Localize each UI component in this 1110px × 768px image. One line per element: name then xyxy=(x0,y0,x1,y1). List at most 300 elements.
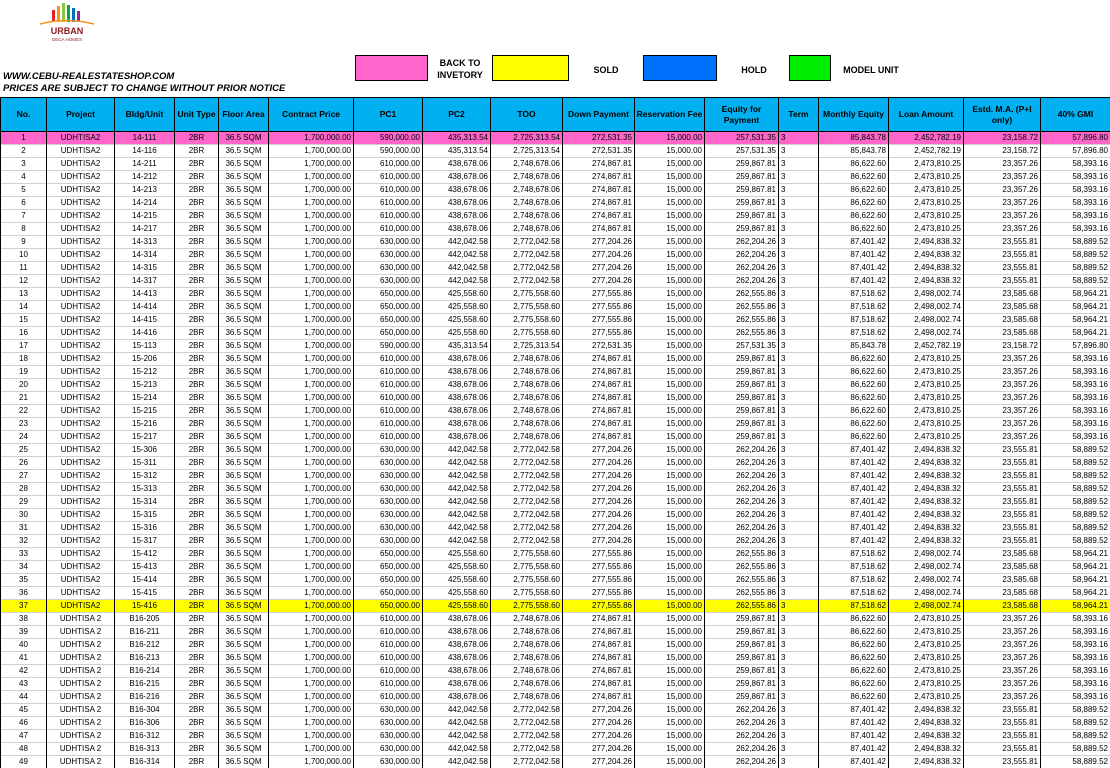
table-cell: 58,964.21 xyxy=(1041,327,1110,340)
table-cell: 438,678.06 xyxy=(423,678,491,691)
table-cell: 2,748,678.06 xyxy=(491,418,563,431)
table-cell: 2,748,678.06 xyxy=(491,613,563,626)
table-cell: 262,555.86 xyxy=(705,587,779,600)
table-cell: 3 xyxy=(779,496,819,509)
table-cell: 36.5 SQM xyxy=(219,470,269,483)
table-cell: B16-216 xyxy=(115,691,175,704)
table-cell: 442,042.58 xyxy=(423,535,491,548)
table-cell: UDHTISA2 xyxy=(47,171,115,184)
table-cell: 87,401.42 xyxy=(819,483,889,496)
table-cell: 2,748,678.06 xyxy=(491,652,563,665)
table-cell: 23,357.26 xyxy=(964,639,1041,652)
table-cell: 21 xyxy=(1,392,47,405)
table-cell: 438,678.06 xyxy=(423,353,491,366)
table-cell: 58,393.16 xyxy=(1041,379,1110,392)
table-cell: 3 xyxy=(779,340,819,353)
table-row xyxy=(1,145,1110,158)
table-cell: 15-212 xyxy=(115,366,175,379)
table-cell: 2,494,838.32 xyxy=(889,236,964,249)
table-cell: 2,748,678.06 xyxy=(491,405,563,418)
table-cell: 58,964.21 xyxy=(1041,288,1110,301)
table-cell: 23,555.81 xyxy=(964,444,1041,457)
table-cell: 26 xyxy=(1,457,47,470)
table-cell: 425,558.60 xyxy=(423,548,491,561)
table-cell: 14-214 xyxy=(115,197,175,210)
table-cell: 610,000.00 xyxy=(354,171,423,184)
table-cell: 37 xyxy=(1,600,47,613)
table-cell: 23,357.26 xyxy=(964,223,1041,236)
table-cell: 36.5 SQM xyxy=(219,197,269,210)
table-cell: 87,401.42 xyxy=(819,470,889,483)
table-cell: UDHTISA2 xyxy=(47,158,115,171)
table-cell: 1,700,000.00 xyxy=(269,223,354,236)
table-row xyxy=(1,340,1110,353)
table-cell: 2,494,838.32 xyxy=(889,262,964,275)
table-cell: 262,204.26 xyxy=(705,704,779,717)
table-cell: 262,204.26 xyxy=(705,756,779,768)
table-cell: 39 xyxy=(1,626,47,639)
table-cell: 15-215 xyxy=(115,405,175,418)
table-cell: 58,393.16 xyxy=(1041,626,1110,639)
table-cell: 2BR xyxy=(175,132,219,145)
table-cell: UDHTISA2 xyxy=(47,314,115,327)
table-cell: 630,000.00 xyxy=(354,717,423,730)
table-cell: 277,204.26 xyxy=(563,249,635,262)
table-cell: 650,000.00 xyxy=(354,587,423,600)
table-cell: 1,700,000.00 xyxy=(269,236,354,249)
table-cell: 630,000.00 xyxy=(354,756,423,768)
table-cell: 262,555.86 xyxy=(705,600,779,613)
table-cell: 23,585.68 xyxy=(964,327,1041,340)
table-cell: 86,622.60 xyxy=(819,197,889,210)
table-cell: 2BR xyxy=(175,327,219,340)
table-cell: 2 xyxy=(1,145,47,158)
table-cell: 15,000.00 xyxy=(635,470,705,483)
table-cell: 438,678.06 xyxy=(423,431,491,444)
table-cell: 2BR xyxy=(175,431,219,444)
table-cell: 1,700,000.00 xyxy=(269,184,354,197)
table-cell: 15,000.00 xyxy=(635,535,705,548)
table-cell: 23,555.81 xyxy=(964,275,1041,288)
table-cell: 259,867.81 xyxy=(705,665,779,678)
table-cell: 259,867.81 xyxy=(705,431,779,444)
table-cell: 2,473,810.25 xyxy=(889,353,964,366)
table-cell: 274,867.81 xyxy=(563,392,635,405)
table-cell: 610,000.00 xyxy=(354,431,423,444)
table-cell: UDHTISA 2 xyxy=(47,639,115,652)
table-cell: 2,772,042.58 xyxy=(491,275,563,288)
table-cell: 274,867.81 xyxy=(563,691,635,704)
table-cell: 442,042.58 xyxy=(423,522,491,535)
table-cell: 36.5 SQM xyxy=(219,392,269,405)
table-row xyxy=(1,431,1110,444)
table-cell: 36.5 SQM xyxy=(219,262,269,275)
table-cell: 1,700,000.00 xyxy=(269,730,354,743)
table-cell: 87,518.62 xyxy=(819,587,889,600)
table-cell: 58,393.16 xyxy=(1041,171,1110,184)
table-cell: 2,494,838.32 xyxy=(889,457,964,470)
table-cell: 36.5 SQM xyxy=(219,574,269,587)
table-cell: 58,889.52 xyxy=(1041,535,1110,548)
table-cell: 2,498,002.74 xyxy=(889,314,964,327)
table-row xyxy=(1,444,1110,457)
table-cell: 58,889.52 xyxy=(1041,496,1110,509)
legend-label-line: BACK TO xyxy=(439,58,481,68)
table-cell: 24 xyxy=(1,431,47,444)
table-cell: 58,889.52 xyxy=(1041,509,1110,522)
table-cell: 274,867.81 xyxy=(563,210,635,223)
table-cell: 15-413 xyxy=(115,561,175,574)
table-cell: 274,867.81 xyxy=(563,652,635,665)
table-cell: 442,042.58 xyxy=(423,249,491,262)
table-cell: 435,313.54 xyxy=(423,132,491,145)
table-cell: 2BR xyxy=(175,535,219,548)
table-cell: 590,000.00 xyxy=(354,340,423,353)
table-row xyxy=(1,548,1110,561)
table-cell: 2,494,838.32 xyxy=(889,704,964,717)
table-cell: 259,867.81 xyxy=(705,613,779,626)
table-cell: 442,042.58 xyxy=(423,470,491,483)
table-cell: 442,042.58 xyxy=(423,717,491,730)
table-cell: 1 xyxy=(1,132,47,145)
table-cell: 277,204.26 xyxy=(563,743,635,756)
table-cell: 58,889.52 xyxy=(1041,717,1110,730)
table-cell: 3 xyxy=(779,600,819,613)
table-cell: 2BR xyxy=(175,340,219,353)
table-cell: 23,585.68 xyxy=(964,548,1041,561)
table-row xyxy=(1,600,1110,613)
table-cell: 262,204.26 xyxy=(705,470,779,483)
urban-deca-homes-logo xyxy=(32,2,102,42)
table-row xyxy=(1,470,1110,483)
table-cell: 2,452,782.19 xyxy=(889,340,964,353)
table-cell: 86,622.60 xyxy=(819,418,889,431)
table-cell: B16-304 xyxy=(115,704,175,717)
table-cell: UDHTISA2 xyxy=(47,236,115,249)
table-cell: 30 xyxy=(1,509,47,522)
table-cell: 2,498,002.74 xyxy=(889,600,964,613)
column-header: Floor Area xyxy=(219,98,269,132)
table-cell: UDHTISA2 xyxy=(47,574,115,587)
table-cell: 3 xyxy=(779,639,819,652)
table-cell: 1,700,000.00 xyxy=(269,340,354,353)
table-cell: 262,204.26 xyxy=(705,743,779,756)
table-cell: 2,748,678.06 xyxy=(491,379,563,392)
table-cell: 650,000.00 xyxy=(354,561,423,574)
table-cell: 630,000.00 xyxy=(354,457,423,470)
table-cell: 15,000.00 xyxy=(635,249,705,262)
table-cell: UDHTISA2 xyxy=(47,262,115,275)
table-cell: 15,000.00 xyxy=(635,210,705,223)
table-cell: 274,867.81 xyxy=(563,197,635,210)
table-cell: 36.5 SQM xyxy=(219,483,269,496)
table-cell: 2,494,838.32 xyxy=(889,444,964,457)
table-cell: 274,867.81 xyxy=(563,366,635,379)
table-cell: 15,000.00 xyxy=(635,483,705,496)
table-cell: 2BR xyxy=(175,314,219,327)
table-cell: 87,401.42 xyxy=(819,717,889,730)
table-cell: 58,393.16 xyxy=(1041,366,1110,379)
table-cell: 650,000.00 xyxy=(354,301,423,314)
table-cell: 2,494,838.32 xyxy=(889,249,964,262)
table-cell: 23,555.81 xyxy=(964,730,1041,743)
table-cell: 86,622.60 xyxy=(819,665,889,678)
table-cell: 58,393.16 xyxy=(1041,223,1110,236)
table-cell: 3 xyxy=(779,665,819,678)
table-cell: 262,204.26 xyxy=(705,535,779,548)
table-cell: 610,000.00 xyxy=(354,366,423,379)
table-cell: 15,000.00 xyxy=(635,145,705,158)
table-cell: UDHTISA2 xyxy=(47,600,115,613)
logo-bar xyxy=(62,3,65,22)
table-cell: 277,204.26 xyxy=(563,457,635,470)
table-cell: UDHTISA 2 xyxy=(47,613,115,626)
table-cell: 442,042.58 xyxy=(423,756,491,768)
table-cell: 87,518.62 xyxy=(819,548,889,561)
table-row xyxy=(1,327,1110,340)
table-cell: 2,494,838.32 xyxy=(889,743,964,756)
table-cell: 2,748,678.06 xyxy=(491,353,563,366)
table-cell: 259,867.81 xyxy=(705,171,779,184)
table-cell: 442,042.58 xyxy=(423,743,491,756)
table-cell: 15,000.00 xyxy=(635,509,705,522)
table-cell: 2,725,313.54 xyxy=(491,132,563,145)
table-cell: 2,473,810.25 xyxy=(889,652,964,665)
table-cell: 58,964.21 xyxy=(1041,600,1110,613)
table-cell: 15-311 xyxy=(115,457,175,470)
table-cell: 259,867.81 xyxy=(705,353,779,366)
table-cell: 272,531.35 xyxy=(563,145,635,158)
table-cell: 19 xyxy=(1,366,47,379)
table-cell: 86,622.60 xyxy=(819,158,889,171)
table-cell: 47 xyxy=(1,730,47,743)
table-cell: 58,393.16 xyxy=(1041,652,1110,665)
table-cell: 23,357.26 xyxy=(964,197,1041,210)
table-cell: 49 xyxy=(1,756,47,768)
table-cell: 15,000.00 xyxy=(635,639,705,652)
table-cell: 23,555.81 xyxy=(964,704,1041,717)
table-cell: 3 xyxy=(779,691,819,704)
table-cell: 58,889.52 xyxy=(1041,236,1110,249)
table-row xyxy=(1,171,1110,184)
table-cell: 86,622.60 xyxy=(819,678,889,691)
table-row xyxy=(1,457,1110,470)
logo-bar xyxy=(57,6,60,22)
table-cell: 438,678.06 xyxy=(423,171,491,184)
table-cell: 277,204.26 xyxy=(563,535,635,548)
table-cell: 40 xyxy=(1,639,47,652)
table-cell: 2,772,042.58 xyxy=(491,730,563,743)
table-cell: 272,531.35 xyxy=(563,340,635,353)
table-cell: 262,555.86 xyxy=(705,314,779,327)
table-cell: 23,158.72 xyxy=(964,132,1041,145)
table-cell: 3 xyxy=(779,184,819,197)
table-cell: 58,889.52 xyxy=(1041,470,1110,483)
table-cell: 58,393.16 xyxy=(1041,392,1110,405)
table-cell: 259,867.81 xyxy=(705,197,779,210)
table-cell: 36.5 SQM xyxy=(219,210,269,223)
table-cell: 1,700,000.00 xyxy=(269,457,354,470)
table-cell: 3 xyxy=(779,366,819,379)
table-cell: 2,748,678.06 xyxy=(491,171,563,184)
table-row xyxy=(1,561,1110,574)
table-cell: 259,867.81 xyxy=(705,405,779,418)
table-cell: 36.5 SQM xyxy=(219,405,269,418)
table-cell: 23,357.26 xyxy=(964,366,1041,379)
table-cell: 15,000.00 xyxy=(635,314,705,327)
table-cell: 3 xyxy=(779,210,819,223)
table-cell: 14-314 xyxy=(115,249,175,262)
table-cell: 87,518.62 xyxy=(819,301,889,314)
table-cell: 2,473,810.25 xyxy=(889,691,964,704)
table-cell: 277,204.26 xyxy=(563,704,635,717)
logo-brand-name: URBAN xyxy=(50,26,84,36)
table-cell: 3 xyxy=(779,561,819,574)
table-cell: 14-317 xyxy=(115,275,175,288)
table-cell: 28 xyxy=(1,483,47,496)
table-cell: 42 xyxy=(1,665,47,678)
table-cell: 2,748,678.06 xyxy=(491,223,563,236)
table-cell: 2BR xyxy=(175,665,219,678)
table-cell: 58,964.21 xyxy=(1041,548,1110,561)
table-row xyxy=(1,197,1110,210)
table-cell: 15,000.00 xyxy=(635,132,705,145)
table-cell: 2BR xyxy=(175,587,219,600)
table-cell: 1,700,000.00 xyxy=(269,639,354,652)
column-header: Bldg/Unit xyxy=(115,98,175,132)
table-cell: 1,700,000.00 xyxy=(269,717,354,730)
table-cell: 610,000.00 xyxy=(354,639,423,652)
table-cell: UDHTISA 2 xyxy=(47,691,115,704)
table-cell: 15-415 xyxy=(115,587,175,600)
table-cell: 58,964.21 xyxy=(1041,574,1110,587)
table-cell: 1,700,000.00 xyxy=(269,600,354,613)
table-cell: 15,000.00 xyxy=(635,288,705,301)
table-cell: 2,748,678.06 xyxy=(491,665,563,678)
table-cell: 438,678.06 xyxy=(423,210,491,223)
table-cell: 8 xyxy=(1,223,47,236)
table-cell: 2,494,838.32 xyxy=(889,509,964,522)
table-cell: 15,000.00 xyxy=(635,184,705,197)
table-cell: UDHTISA2 xyxy=(47,418,115,431)
column-header: Equity for Payment xyxy=(705,98,779,132)
table-cell: 2,498,002.74 xyxy=(889,327,964,340)
table-cell: 87,401.42 xyxy=(819,704,889,717)
table-cell: 3 xyxy=(779,379,819,392)
table-cell: 87,401.42 xyxy=(819,522,889,535)
table-cell: 36.5 SQM xyxy=(219,366,269,379)
table-cell: 87,401.42 xyxy=(819,509,889,522)
table-cell: UDHTISA 2 xyxy=(47,652,115,665)
table-cell: 650,000.00 xyxy=(354,288,423,301)
table-cell: 2,494,838.32 xyxy=(889,756,964,768)
table-cell: 23,555.81 xyxy=(964,483,1041,496)
table-cell: 58,889.52 xyxy=(1041,730,1110,743)
table-cell: 36.5 SQM xyxy=(219,301,269,314)
table-cell: 23,585.68 xyxy=(964,574,1041,587)
table-cell: 438,678.06 xyxy=(423,405,491,418)
table-cell: 1,700,000.00 xyxy=(269,301,354,314)
table-cell: UDHTISA 2 xyxy=(47,717,115,730)
table-cell: 15-414 xyxy=(115,574,175,587)
table-cell: 1,700,000.00 xyxy=(269,366,354,379)
table-cell: 36.5 SQM xyxy=(219,288,269,301)
table-cell: 438,678.06 xyxy=(423,652,491,665)
table-cell: 2,772,042.58 xyxy=(491,457,563,470)
table-cell: 2,498,002.74 xyxy=(889,561,964,574)
table-cell: 274,867.81 xyxy=(563,678,635,691)
table-cell: 2,775,558.60 xyxy=(491,600,563,613)
table-cell: 58,393.16 xyxy=(1041,431,1110,444)
table-cell: 15-317 xyxy=(115,535,175,548)
table-cell: 2,473,810.25 xyxy=(889,613,964,626)
table-cell: UDHTISA 2 xyxy=(47,665,115,678)
table-cell: 10 xyxy=(1,249,47,262)
table-cell: 14-217 xyxy=(115,223,175,236)
table-cell: 274,867.81 xyxy=(563,184,635,197)
table-cell: 1,700,000.00 xyxy=(269,353,354,366)
table-cell: 3 xyxy=(779,457,819,470)
table-cell: 23,585.68 xyxy=(964,600,1041,613)
table-cell: 36.5 SQM xyxy=(219,561,269,574)
table-cell: 1,700,000.00 xyxy=(269,158,354,171)
table-cell: UDHTISA2 xyxy=(47,288,115,301)
table-cell: 630,000.00 xyxy=(354,704,423,717)
table-cell: 2,473,810.25 xyxy=(889,197,964,210)
table-cell: 87,401.42 xyxy=(819,275,889,288)
table-cell: 2BR xyxy=(175,470,219,483)
table-cell: 274,867.81 xyxy=(563,223,635,236)
table-cell: 262,204.26 xyxy=(705,457,779,470)
table-cell: 58,393.16 xyxy=(1041,639,1110,652)
table-cell: 2BR xyxy=(175,184,219,197)
table-cell: 14-212 xyxy=(115,171,175,184)
table-cell: 15,000.00 xyxy=(635,418,705,431)
table-cell: 277,555.86 xyxy=(563,314,635,327)
table-cell: 2BR xyxy=(175,509,219,522)
table-cell: 2BR xyxy=(175,418,219,431)
table-cell: 650,000.00 xyxy=(354,548,423,561)
table-cell: UDHTISA2 xyxy=(47,379,115,392)
table-cell: 2,772,042.58 xyxy=(491,509,563,522)
table-cell: 23,585.68 xyxy=(964,587,1041,600)
table-cell: 12 xyxy=(1,275,47,288)
table-cell: 3 xyxy=(779,535,819,548)
price-notice: PRICES ARE SUBJECT TO CHANGE WITHOUT PRIOR NOTICE xyxy=(3,83,286,94)
table-cell: 3 xyxy=(779,574,819,587)
table-cell: 2,452,782.19 xyxy=(889,145,964,158)
table-cell: 1,700,000.00 xyxy=(269,743,354,756)
table-cell: 23,357.26 xyxy=(964,392,1041,405)
table-cell: 274,867.81 xyxy=(563,405,635,418)
table-cell: 630,000.00 xyxy=(354,730,423,743)
table-cell: 2,748,678.06 xyxy=(491,626,563,639)
table-cell: 262,204.26 xyxy=(705,262,779,275)
table-cell: 3 xyxy=(779,288,819,301)
table-cell: 2,775,558.60 xyxy=(491,548,563,561)
table-cell: 610,000.00 xyxy=(354,665,423,678)
website-url: WWW.CEBU-REALESTATESHOP.COM xyxy=(3,71,175,82)
table-cell: 1,700,000.00 xyxy=(269,587,354,600)
table-row xyxy=(1,418,1110,431)
table-cell: 2,473,810.25 xyxy=(889,366,964,379)
table-cell: 3 xyxy=(779,314,819,327)
table-cell: 277,204.26 xyxy=(563,717,635,730)
table-cell: 2,748,678.06 xyxy=(491,392,563,405)
table-row xyxy=(1,717,1110,730)
table-cell: 23,357.26 xyxy=(964,379,1041,392)
table-cell: 15,000.00 xyxy=(635,730,705,743)
